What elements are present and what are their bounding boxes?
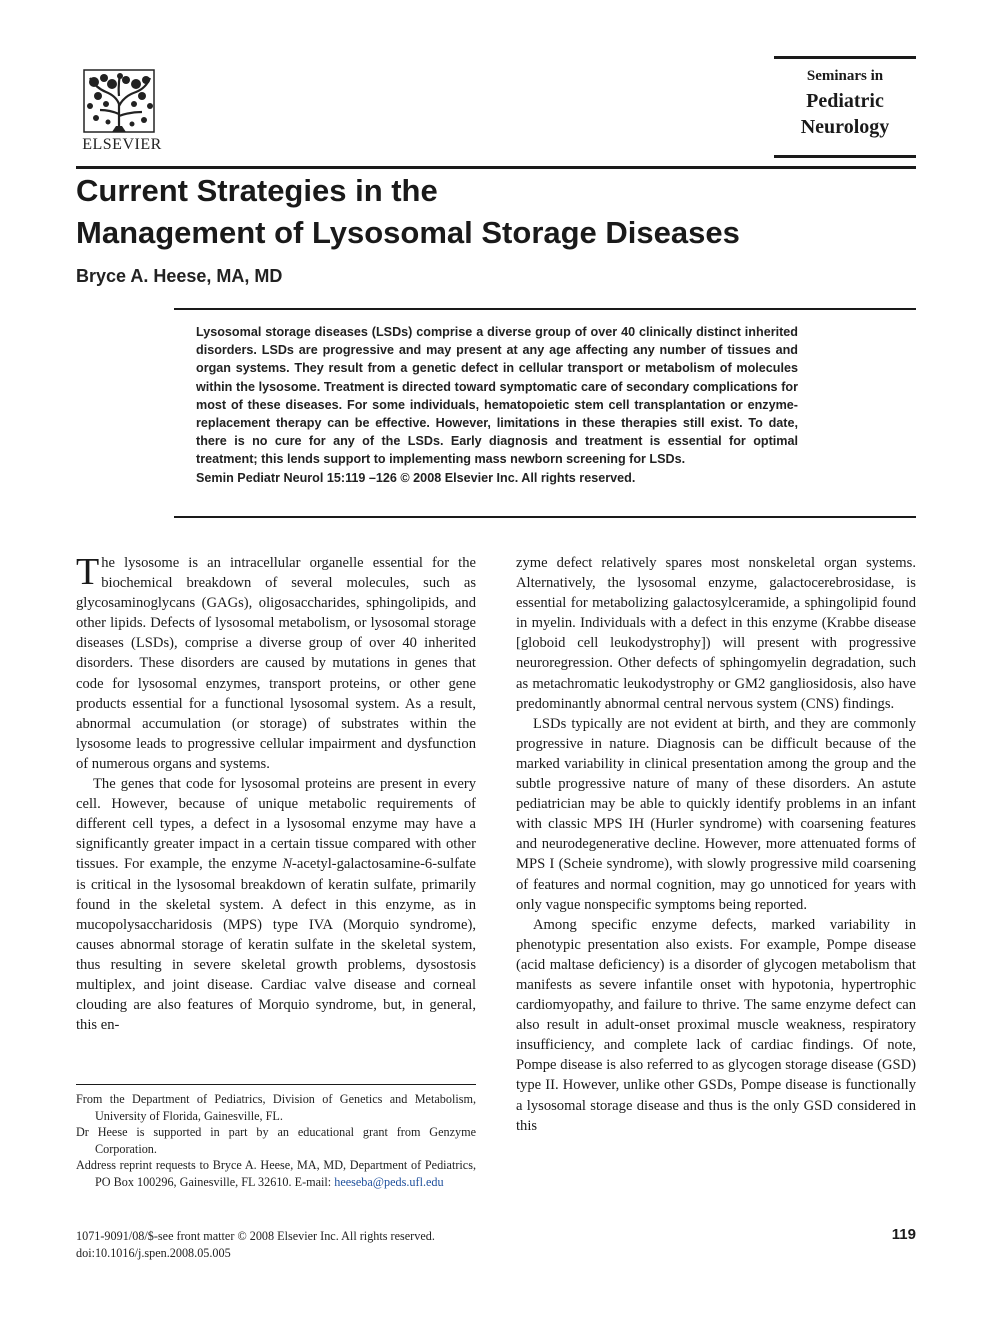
journal-line3: Neurology xyxy=(800,116,890,138)
abstract xyxy=(196,323,798,487)
header-rule xyxy=(76,166,916,169)
title-line1: Current Strategies in the xyxy=(76,173,438,208)
footnote-rule xyxy=(76,1084,476,1085)
paragraph: The genes that code for lysosomal proteins are present in every cell. However, because of unique metabolic requirements of different cell types, a defect in a lysosomal enzyme may have a significantly greater impact in a certain tissue compared with other tissues. For example, the enzyme N-acetyl-galactosamine-6-sulfate is critical in the lysosomal breakdown of keratin sulfate, primarily found in the skeletal system. A defect in this enzyme, as in mucopolysaccharidosis (MPS) type IVA (Morquio syndrome), causes abnormal storage of keratin sulfate in the skeletal system, thus resulting in severe skeletal growth problems, dysostosis multiplex, and joint disease. Cardiac valve disease and corneal clouding are also features of Morquio syndrome, but, in general, this en- xyxy=(76,776,476,1034)
journal-line2: Pediatric xyxy=(806,90,884,112)
abstract-top-rule xyxy=(174,308,916,310)
paragraph: The lysosome is an intracellular organelle essential for the biochemical breakdown of several molecules, such as glycosaminoglycans (GAGs), oligosaccharides, sphingolipids, and other lipids. Defects of lysosomal metabolism, or lysosomal storage diseases (LSDs), comprise a diverse group of over 40 inherited disorders. These disorders are caused by mutations in genes that code for lysosomal enzymes, transport proteins, or other gene products essential for a functional lysosomal system. As a result, abnormal accumulation (or storage) of substrates within the lysosome leads to progressive cellular impairment and dysfunction of numerous organs and systems. xyxy=(76,551,476,772)
paragraph: LSDs typically are not evident at birth, and they are commonly progressive in nature. Diagnosis can be difficult because of the marked variability in clinical presentation among the group and the subtle progressive nature of many of these disorders. An astute pediatrician may be able to quickly identify problems in an infant with classic MPS IH (Hurler syndrome) with coarsening features and neurodegenerative decline. However, more attenuated forms of MPS I (Scheie syndrome), with slowly progressive mild coarsening of features and normal cognition, may go unnoticed for years with only vague nonspecific symptoms being reported. xyxy=(516,715,916,913)
body-column-left xyxy=(76,553,476,1035)
footnote-affiliation: From the Department of Pediatrics, Division of Genetics and Metabolism, University of Florida, Gainesville, FL. xyxy=(76,1092,476,1123)
paragraph: zyme defect relatively spares most nonskeletal organ systems. Alternatively, the lysosomal enzyme, galactocerebrosidase, is essential for metabolizing galactosylceramide, a sphingolipid found in myelin. Individuals with a defect in this enzyme (Krabbe disease [globoid cell leukodystrophy]) will present with progressive neuroregression. Other defects of sphingomyelin degradation, such as metachromatic leukodystrophy or GM2 gangliosidosis, also have predominantly abnormal central nervous system (CNS) findings. xyxy=(516,555,916,712)
article-title xyxy=(76,170,916,254)
doi-line: doi:10.1016/j.spen.2008.05.005 xyxy=(76,1245,231,1260)
abstract-bottom-rule xyxy=(174,516,916,518)
paragraph: Among specific enzyme defects, marked variability in phenotypic presentation also exists. For example, Pompe disease (acid maltase deficiency) is a disorder of glycogen metabolism that manifests as severe infantile onset with hypotonia, hypertrophic cardiomyopathy, and failure to thrive. The same enzyme defect can also result in adult-onset proximal muscle weakness, respiratory insufficiency, and complete lack of cardiac findings. Of note, Pompe disease is also referred to as glycogen storage disease (GSD) type II. However, unlike other GSDs, Pompe disease is functionally a lysosomal storage disease and thus is the only GSD considered in this xyxy=(516,916,916,1134)
issn-line: 1071-9091/08/$-see front matter © 2008 Elsevier Inc. All rights reserved. xyxy=(76,1229,435,1243)
footnotes xyxy=(76,1091,476,1191)
journal-masthead xyxy=(774,56,916,158)
email-link[interactable]: heeseba@peds.ufl.edu xyxy=(334,1174,444,1189)
author-name: Bryce A. Heese, MA, MD xyxy=(76,266,283,286)
footnote-funding: Dr Heese is supported in part by an educational grant from Genzyme Corporation. xyxy=(76,1125,476,1156)
page-number: 119 xyxy=(891,1226,916,1243)
journal-line1: Seminars in xyxy=(806,68,884,84)
title-line2: Management of Lysosomal Storage Diseases xyxy=(76,215,740,250)
drop-cap: T xyxy=(76,551,100,593)
citation: Semin Pediatr Neurol 15:119 –126 © 2008 Elsevier Inc. All rights reserved. xyxy=(196,470,636,485)
body-column-right xyxy=(516,553,916,1136)
footer-info xyxy=(76,1228,435,1261)
footnote-address: Address reprint requests to Bryce A. Heese, MA, MD, Department of Pediatrics, PO Box 100296, Gainesville, FL 32610. E-mail: heeseba@peds.ufl.edu xyxy=(76,1158,476,1189)
abstract-text: Lysosomal storage diseases (LSDs) comprise a diverse group of over 40 clinically distinct inherited disorders. LSDs are progressive and may present at any age affecting any number of tissues and organ systems. They result from a genetic defect in cellular transport or metabolism of molecules within the lysosome. Treatment is directed toward symptomatic care of secondary complications for most of these diseases. For some individuals, hematopoietic stem cell transplantation or enzyme-replacement therapy can be effective. However, limitations in these therapies still exist. To date, there is no cure for any of the LSDs. Early diagnosis and treatment is essential for optimal treatment; this lends support to implementing mass newborn screening for LSDs. xyxy=(196,325,798,467)
publisher-name: ELSEVIER xyxy=(82,136,162,153)
